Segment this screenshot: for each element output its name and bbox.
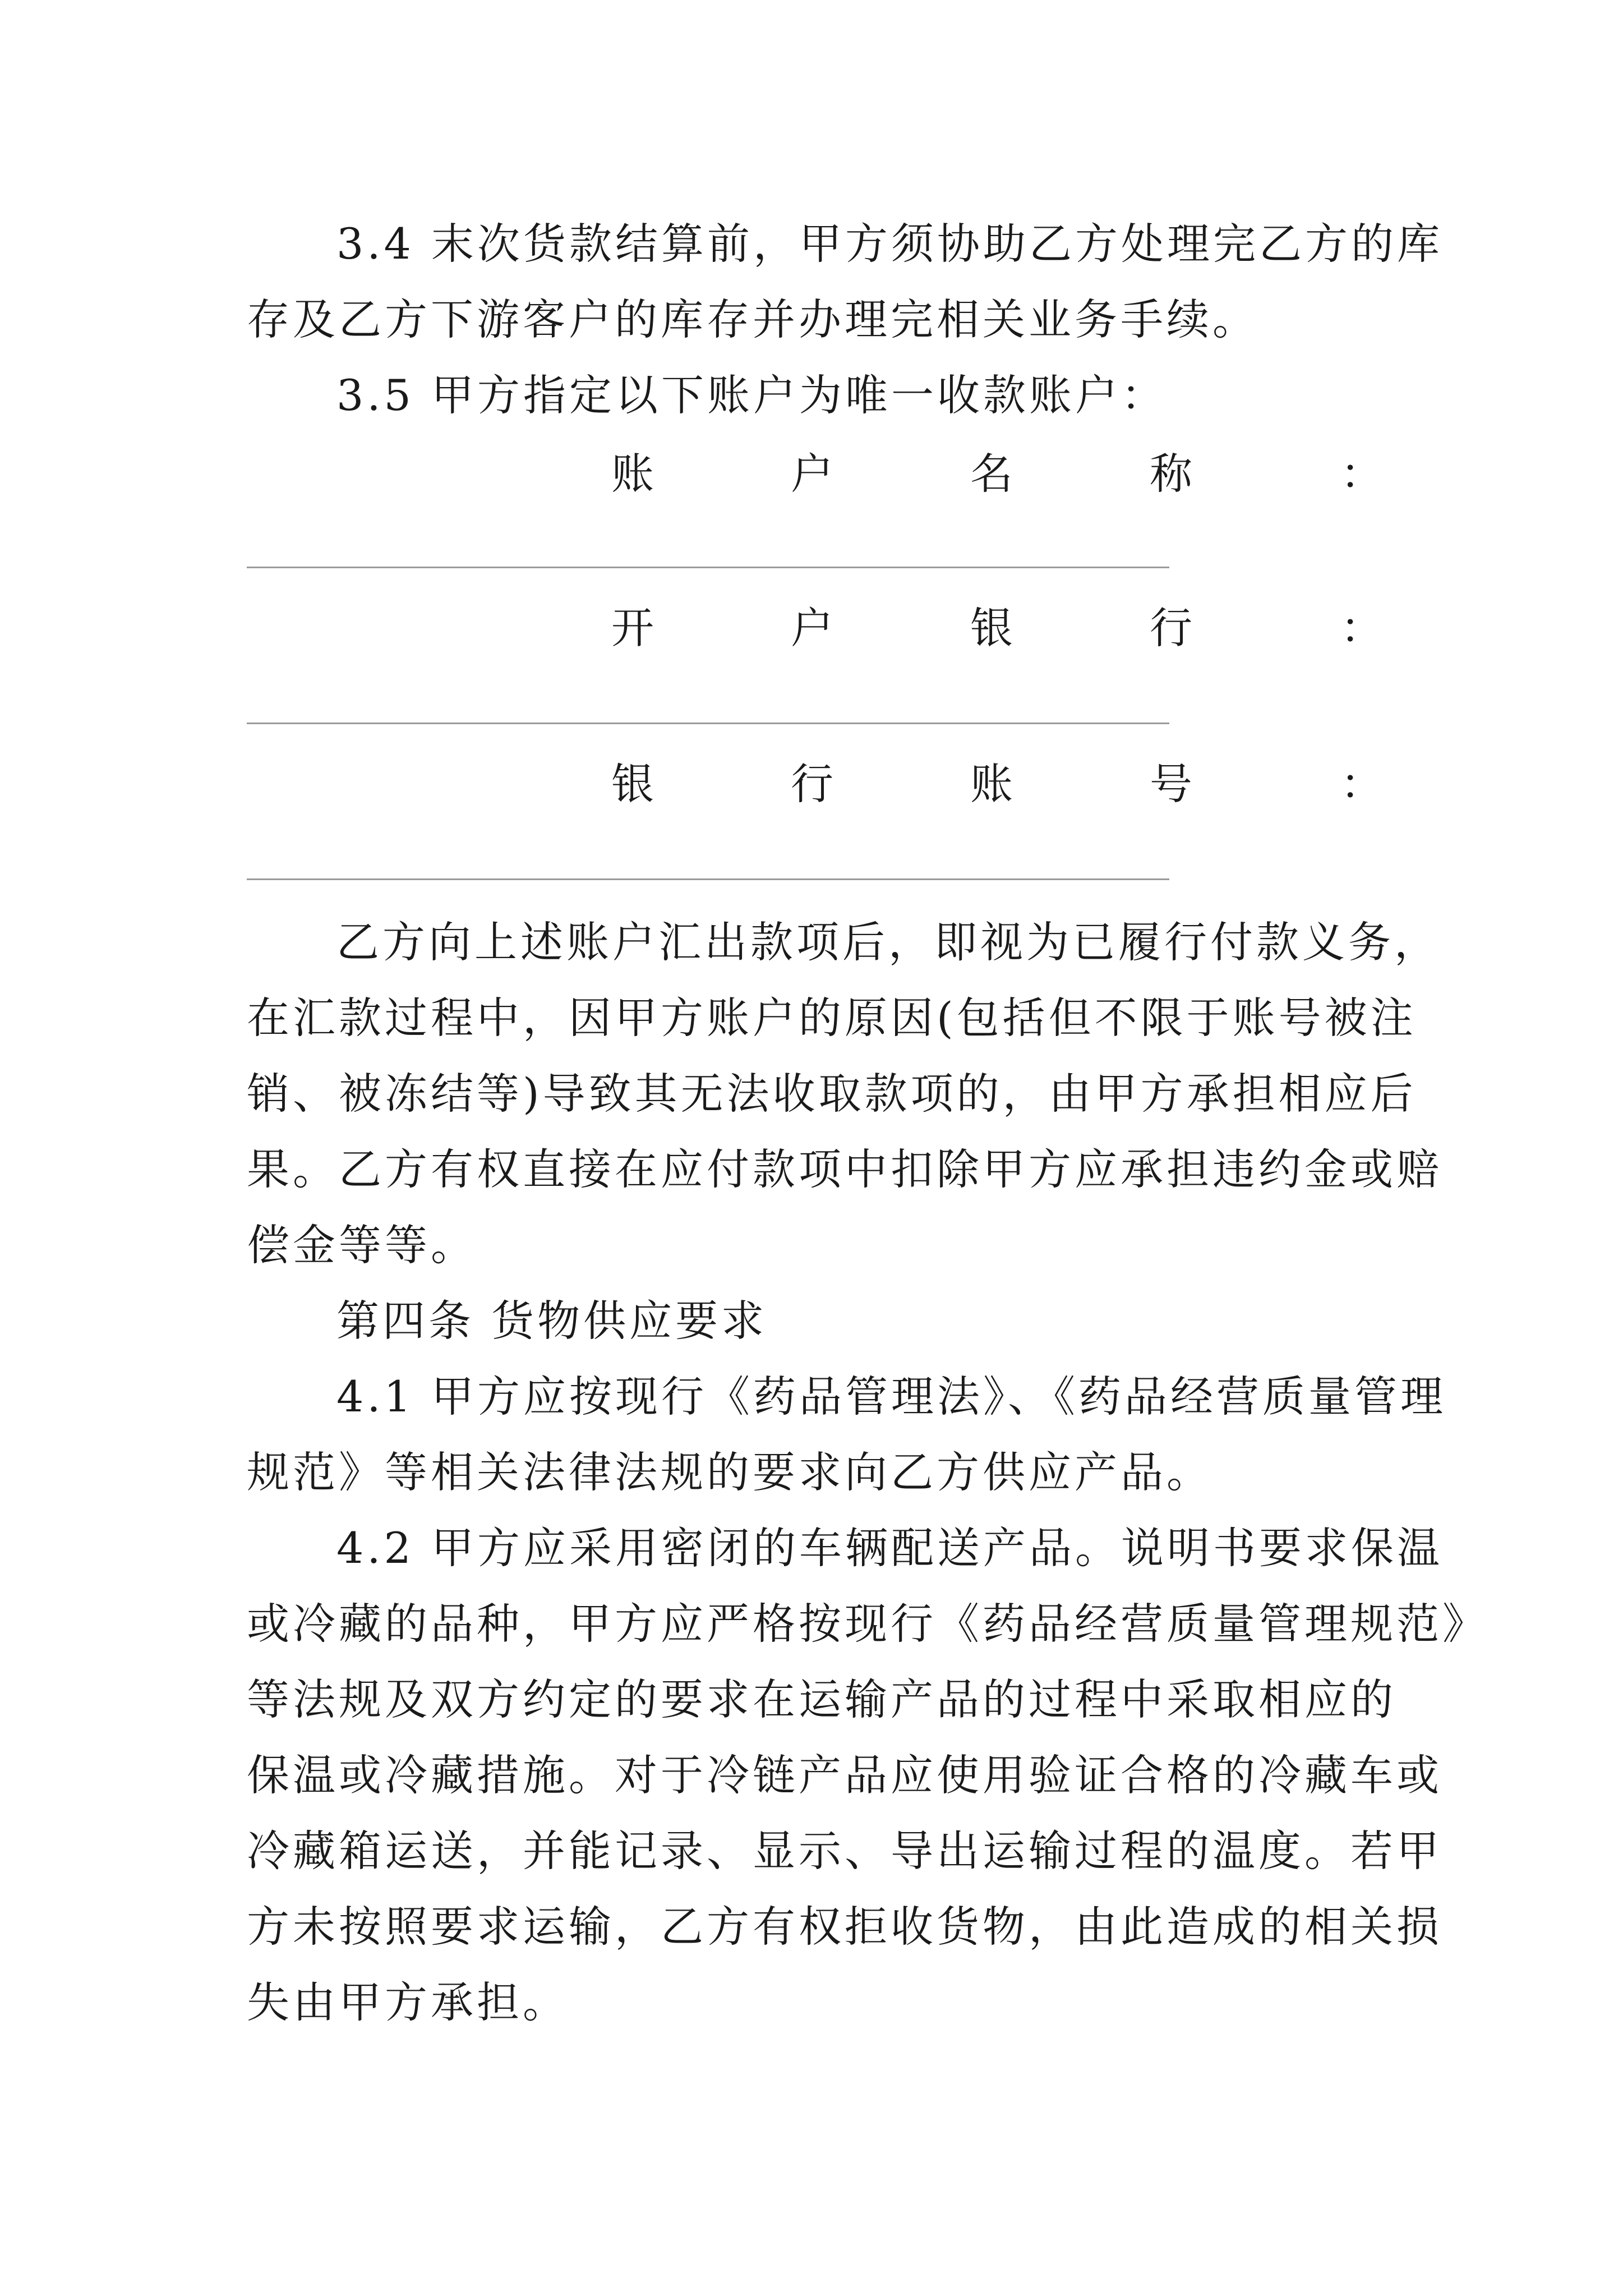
remit-line-2: 在汇款过程中，因甲方账户的原因(包括但不限于账号被注 xyxy=(247,993,1417,1043)
label-colon: ： xyxy=(1340,759,1383,809)
clause-4-2-line-2: 或冷藏的品种，甲方应严格按现行《药品经营质量管理规范》 xyxy=(247,1599,1488,1649)
account-number-label xyxy=(611,756,1383,812)
clause-3-4-line-2: 存及乙方下游客户的库存并办理完相关业务手续。 xyxy=(247,295,1258,344)
clause-3-5-line-1: 3.5 甲方指定以下账户为唯一收款账户： xyxy=(336,370,1168,420)
clause-4-1-line-1: 4.1 甲方应按现行《药品管理法》、《药品经营质量管理 xyxy=(336,1372,1447,1421)
label-char: 户 xyxy=(791,603,833,653)
clause-4-2-line-6: 方未按照要求运输，乙方有权拒收货物，由此造成的相关损 xyxy=(247,1902,1442,1952)
account-name-blank xyxy=(247,567,1169,568)
clause-4-2-line-4: 保温或冷藏措施。对于冷链产品应使用验证合格的冷藏车或 xyxy=(247,1750,1442,1800)
label-char: 行 xyxy=(791,759,833,809)
label-char: 开 xyxy=(611,603,654,653)
remit-line-1: 乙方向上述账户汇出款项后，即视为已履行付款义务， xyxy=(336,917,1440,967)
article-4-heading: 第四条 货物供应要求 xyxy=(336,1296,768,1346)
bank-name-blank xyxy=(247,723,1169,724)
remit-line-3: 销、被冻结等)导致其无法收取款项的，由甲方承担相应后 xyxy=(247,1069,1417,1119)
clause-4-1-line-2: 规范》等相关法律法规的要求向乙方供应产品。 xyxy=(247,1447,1212,1497)
label-char: 账 xyxy=(970,759,1013,809)
clause-4-2-line-3: 等法规及双方约定的要求在运输产品的过程中采取相应的 xyxy=(247,1674,1396,1724)
clause-4-2-line-5: 冷藏箱运送，并能记录、显示、导出运输过程的温度。若甲 xyxy=(247,1826,1442,1876)
label-char: 名 xyxy=(970,449,1013,499)
account-name-label xyxy=(611,446,1383,502)
clause-4-2-line-7: 失由甲方承担。 xyxy=(247,1977,569,2027)
label-char: 户 xyxy=(791,449,833,499)
remit-line-5: 偿金等等。 xyxy=(247,1220,477,1270)
label-char: 行 xyxy=(1150,603,1192,653)
label-char: 称 xyxy=(1150,449,1192,499)
label-colon: ： xyxy=(1340,449,1383,499)
label-char: 账 xyxy=(611,449,654,499)
label-char: 银 xyxy=(611,759,654,809)
clause-3-4-line-1: 3.4 末次货款结算前，甲方须协助乙方处理完乙方的库 xyxy=(336,219,1444,269)
label-char: 号 xyxy=(1150,759,1192,809)
label-colon: ： xyxy=(1340,603,1383,653)
bank-name-label xyxy=(611,600,1383,656)
account-number-blank xyxy=(247,878,1169,880)
label-char: 银 xyxy=(970,603,1013,653)
clause-4-2-line-1: 4.2 甲方应采用密闭的车辆配送产品。说明书要求保温 xyxy=(336,1523,1444,1573)
remit-line-4: 果。乙方有权直接在应付款项中扣除甲方应承担违约金或赔 xyxy=(247,1144,1442,1194)
